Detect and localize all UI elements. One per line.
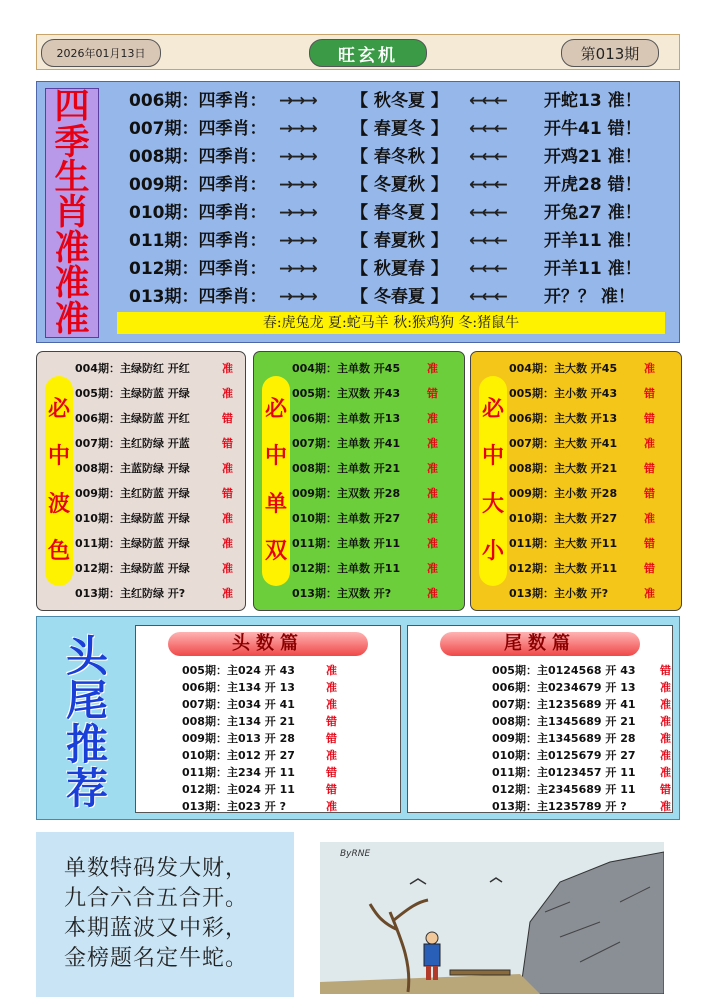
odd-label-char: 必 xyxy=(264,396,287,422)
prediction-verdict: 准 xyxy=(644,512,655,525)
prediction-text: 009期：主小数 开28 xyxy=(509,487,618,500)
prediction-text: 005期：主绿防蓝 开绿 xyxy=(75,387,190,400)
prediction-row xyxy=(75,356,233,381)
prediction-row xyxy=(292,456,438,481)
prediction-verdict: 准 xyxy=(644,587,655,600)
seasons-label-char: 生 xyxy=(54,157,90,199)
prediction-text: 008期：主单数 开21 xyxy=(292,462,401,475)
prediction-row xyxy=(75,481,233,506)
poem-box xyxy=(36,832,294,997)
prediction-text: 008期：主蓝防绿 开绿 xyxy=(75,462,190,475)
prediction-text: 009期：主红防蓝 开绿 xyxy=(75,487,190,500)
tail-text: 013期：主1235789 开 ? xyxy=(492,800,627,813)
head-verdict: 准 xyxy=(326,800,337,813)
prediction-text: 007期：主单数 开41 xyxy=(292,437,401,450)
prediction-verdict: 准 xyxy=(222,512,233,525)
season-period: 013期：四季肖： xyxy=(129,287,267,307)
tail-text: 009期：主1345689 开 28 xyxy=(492,732,636,745)
prediction-verdict: 准 xyxy=(222,462,233,475)
big-small-box xyxy=(470,351,682,611)
prediction-text: 010期：主绿防蓝 开绿 xyxy=(75,512,190,525)
prediction-text: 011期：主大数 开11 xyxy=(509,537,618,550)
prediction-text: 013期：主红防绿 开? xyxy=(75,587,186,600)
header-bar xyxy=(36,34,680,70)
prediction-text: 004期：主大数 开45 xyxy=(509,362,618,375)
tail-verdict: 准 xyxy=(660,715,671,728)
prediction-text: 005期：主小数 开43 xyxy=(509,387,618,400)
wave-label-char: 色 xyxy=(47,539,70,565)
arrow-left-icon: ←←← xyxy=(469,203,506,223)
season-period: 009期：四季肖： xyxy=(129,175,267,195)
odd-label-char: 单 xyxy=(264,491,287,517)
head-tail-label-char: 头 xyxy=(65,632,108,681)
head-row xyxy=(182,696,346,713)
cartoon-illustration xyxy=(320,842,664,994)
prediction-verdict: 错 xyxy=(222,437,233,450)
arrow-right-icon: →→→ xyxy=(279,203,316,223)
wave-label-char: 波 xyxy=(47,491,70,517)
prediction-verdict: 错 xyxy=(644,462,655,475)
head-text: 008期：主134 开 21 xyxy=(182,715,295,728)
season-period: 007期：四季肖： xyxy=(129,119,267,139)
head-verdict: 错 xyxy=(326,783,337,796)
head-text: 012期：主024 开 11 xyxy=(182,783,295,796)
prediction-row xyxy=(509,556,655,581)
season-result: 开兔27 准！ xyxy=(544,203,642,223)
prediction-row xyxy=(292,481,438,506)
prediction-row xyxy=(292,381,438,406)
tail-panel-title: 尾数篇 xyxy=(440,632,640,656)
big-label-char: 小 xyxy=(481,539,504,565)
tail-verdict: 错 xyxy=(660,783,671,796)
prediction-text: 011期：主绿防蓝 开绿 xyxy=(75,537,190,550)
prediction-verdict: 错 xyxy=(222,412,233,425)
head-tail-section xyxy=(36,616,680,820)
head-verdict: 准 xyxy=(326,749,337,762)
season-period: 006期：四季肖： xyxy=(129,91,267,111)
arrow-right-icon: →→→ xyxy=(279,119,316,139)
season-period: 012期：四季肖： xyxy=(129,259,267,279)
tail-verdict: 准 xyxy=(660,749,671,762)
prediction-text: 012期：主大数 开11 xyxy=(509,562,618,575)
prediction-text: 013期：主小数 开? xyxy=(509,587,609,600)
season-result: 开羊11 准！ xyxy=(544,231,642,251)
season-result: 开羊11 准！ xyxy=(544,259,642,279)
four-seasons-section xyxy=(36,81,680,343)
prediction-text: 006期：主绿防蓝 开红 xyxy=(75,412,190,425)
tail-row xyxy=(492,747,680,764)
prediction-row xyxy=(75,381,233,406)
wave-vertical-label xyxy=(45,376,73,586)
cartoon-signature: ByRNE xyxy=(340,849,371,859)
tail-verdict: 错 xyxy=(660,664,671,677)
prediction-row xyxy=(292,431,438,456)
head-row xyxy=(182,781,346,798)
head-row xyxy=(182,662,346,679)
big-label-char: 大 xyxy=(481,491,504,517)
prediction-row xyxy=(75,406,233,431)
prediction-row xyxy=(75,581,233,606)
tail-text: 012期：主2345689 开 11 xyxy=(492,783,636,796)
prediction-text: 010期：主大数 开27 xyxy=(509,512,618,525)
tail-verdict: 准 xyxy=(660,766,671,779)
prediction-row xyxy=(75,431,233,456)
prediction-verdict: 错 xyxy=(427,387,438,400)
prediction-text: 006期：主单数 开13 xyxy=(292,412,401,425)
prediction-row xyxy=(75,506,233,531)
prediction-row xyxy=(509,531,655,556)
tail-row xyxy=(492,696,680,713)
head-row xyxy=(182,713,346,730)
prediction-text: 010期：主单数 开27 xyxy=(292,512,401,525)
arrow-left-icon: ←←← xyxy=(469,147,506,167)
prediction-text: 007期：主大数 开41 xyxy=(509,437,618,450)
season-answer: 【 冬春夏 】 xyxy=(351,287,448,307)
tail-verdict: 准 xyxy=(660,800,671,813)
tail-text: 006期：主0234679 开 13 xyxy=(492,681,636,694)
prediction-row xyxy=(292,556,438,581)
tail-row xyxy=(492,781,680,798)
date-badge: 2026年01月13日 xyxy=(41,39,161,67)
odd-label-char: 中 xyxy=(264,444,287,470)
head-tail-label-char: 荐 xyxy=(65,764,108,813)
prediction-text: 007期：主红防绿 开蓝 xyxy=(75,437,190,450)
head-text: 009期：主013 开 28 xyxy=(182,732,295,745)
prediction-text: 012期：主绿防蓝 开绿 xyxy=(75,562,190,575)
tail-text: 007期：主1235689 开 41 xyxy=(492,698,636,711)
arrow-left-icon: ←←← xyxy=(469,231,506,251)
arrow-left-icon: ←←← xyxy=(469,287,506,307)
arrow-right-icon: →→→ xyxy=(279,259,316,279)
prediction-row xyxy=(75,556,233,581)
prediction-verdict: 错 xyxy=(644,562,655,575)
tail-number-panel xyxy=(407,625,673,813)
prediction-verdict: 准 xyxy=(427,562,438,575)
head-text: 013期：主023 开 ? xyxy=(182,800,286,813)
prediction-row xyxy=(292,581,438,606)
head-row xyxy=(182,679,346,696)
prediction-text: 011期：主单数 开11 xyxy=(292,537,401,550)
wave-color-box xyxy=(36,351,246,611)
poem-line: 金榜题名定牛蛇。 xyxy=(64,946,249,971)
season-result: 开蛇13 准！ xyxy=(544,91,642,111)
tail-row xyxy=(492,798,680,815)
season-result: 开鸡21 准！ xyxy=(544,147,642,167)
prediction-verdict: 准 xyxy=(427,462,438,475)
prediction-verdict: 错 xyxy=(644,387,655,400)
head-row xyxy=(182,747,346,764)
prediction-text: 009期：主双数 开28 xyxy=(292,487,401,500)
season-period: 010期：四季肖： xyxy=(129,203,267,223)
poem-line: 九合六合五合开。 xyxy=(64,886,249,911)
poem-line: 单数特码发大财， xyxy=(64,856,249,881)
head-verdict: 错 xyxy=(326,766,337,779)
prediction-verdict: 错 xyxy=(644,537,655,550)
big-label-char: 必 xyxy=(481,396,504,422)
head-panel-title: 头数篇 xyxy=(168,632,368,656)
season-result: 开牛41 错！ xyxy=(544,119,642,139)
arrow-left-icon: ←←← xyxy=(469,175,506,195)
arrow-left-icon: ←←← xyxy=(469,119,506,139)
prediction-text: 006期：主大数 开13 xyxy=(509,412,618,425)
head-text: 006期：主134 开 13 xyxy=(182,681,295,694)
prediction-verdict: 准 xyxy=(427,537,438,550)
tail-verdict: 准 xyxy=(660,698,671,711)
head-number-panel xyxy=(135,625,401,813)
seasons-legend: 春:虎兔龙 夏:蛇马羊 秋:猴鸡狗 冬:猪鼠牛 xyxy=(117,312,665,334)
prediction-text: 008期：主大数 开21 xyxy=(509,462,618,475)
head-text: 007期：主034 开 41 xyxy=(182,698,295,711)
prediction-verdict: 准 xyxy=(427,437,438,450)
prediction-verdict: 准 xyxy=(222,387,233,400)
wave-label-char: 必 xyxy=(47,396,70,422)
odd-label-char: 双 xyxy=(264,539,287,565)
prediction-text: 005期：主双数 开43 xyxy=(292,387,401,400)
seasons-vertical-label xyxy=(45,88,99,338)
prediction-text: 012期：主单数 开11 xyxy=(292,562,401,575)
prediction-row xyxy=(292,531,438,556)
head-verdict: 错 xyxy=(326,715,337,728)
head-verdict: 准 xyxy=(326,681,337,694)
season-answer: 【 春冬秋 】 xyxy=(351,147,448,167)
seasons-label-char: 季 xyxy=(54,121,90,163)
seasons-label-char: 准 xyxy=(54,227,90,269)
prediction-verdict: 准 xyxy=(222,362,233,375)
head-tail-label-char: 尾 xyxy=(65,676,108,725)
head-row xyxy=(182,798,346,815)
prediction-row xyxy=(75,456,233,481)
prediction-row xyxy=(509,431,655,456)
seasons-label-char: 准 xyxy=(54,298,90,340)
arrow-right-icon: →→→ xyxy=(279,231,316,251)
tail-verdict: 准 xyxy=(660,732,671,745)
prediction-verdict: 准 xyxy=(427,362,438,375)
season-answer: 【 冬夏秋 】 xyxy=(351,175,448,195)
prediction-verdict: 错 xyxy=(222,487,233,500)
tail-row xyxy=(492,764,680,781)
season-result: 开？？ 准！ xyxy=(544,287,635,307)
head-text: 005期：主024 开 43 xyxy=(182,664,295,677)
seasons-label-char: 肖 xyxy=(54,192,90,234)
prediction-text: 013期：主双数 开? xyxy=(292,587,392,600)
prediction-row xyxy=(292,356,438,381)
prediction-verdict: 错 xyxy=(644,412,655,425)
arrow-left-icon: ←←← xyxy=(469,259,506,279)
prediction-row xyxy=(509,506,655,531)
wave-label-char: 中 xyxy=(47,444,70,470)
tail-text: 005期：主0124568 开 43 xyxy=(492,664,636,677)
arrow-right-icon: →→→ xyxy=(279,287,316,307)
odd-even-vertical-label xyxy=(262,376,290,586)
tail-text: 010期：主0125679 开 27 xyxy=(492,749,636,762)
poem-line: 本期蓝波又中彩， xyxy=(64,916,249,941)
tail-text: 011期：主0123457 开 11 xyxy=(492,766,636,779)
page-title: 旺玄机 xyxy=(309,39,427,67)
arrow-right-icon: →→→ xyxy=(279,147,316,167)
season-answer: 【 秋冬夏 】 xyxy=(351,91,448,111)
tail-row xyxy=(492,713,680,730)
big-small-vertical-label xyxy=(479,376,507,586)
tail-row xyxy=(492,730,680,747)
head-verdict: 准 xyxy=(326,698,337,711)
tail-text: 008期：主1345689 开 21 xyxy=(492,715,636,728)
prediction-row xyxy=(509,581,655,606)
prediction-verdict: 准 xyxy=(644,437,655,450)
season-answer: 【 春夏秋 】 xyxy=(351,231,448,251)
head-text: 011期：主234 开 11 xyxy=(182,766,295,779)
arrow-right-icon: →→→ xyxy=(279,175,316,195)
prediction-row xyxy=(292,506,438,531)
seasons-label-char: 准 xyxy=(54,263,90,305)
head-tail-vertical-label xyxy=(49,632,125,813)
prediction-verdict: 准 xyxy=(222,562,233,575)
prediction-verdict: 错 xyxy=(644,487,655,500)
prediction-text: 004期：主绿防红 开红 xyxy=(75,362,190,375)
prediction-row xyxy=(75,531,233,556)
head-row xyxy=(182,764,346,781)
tail-verdict: 准 xyxy=(660,681,671,694)
tail-row xyxy=(492,679,680,696)
head-text: 010期：主012 开 27 xyxy=(182,749,295,762)
head-verdict: 准 xyxy=(326,664,337,677)
seasons-label-char: 四 xyxy=(54,86,90,128)
prediction-row xyxy=(509,381,655,406)
season-result: 开虎28 错！ xyxy=(544,175,642,195)
prediction-text: 004期：主单数 开45 xyxy=(292,362,401,375)
head-row xyxy=(182,730,346,747)
season-period: 008期：四季肖： xyxy=(129,147,267,167)
prediction-verdict: 准 xyxy=(644,362,655,375)
prediction-verdict: 准 xyxy=(427,412,438,425)
prediction-row xyxy=(509,356,655,381)
season-answer: 【 春夏冬 】 xyxy=(351,119,448,139)
prediction-row xyxy=(509,481,655,506)
prediction-row xyxy=(292,406,438,431)
season-answer: 【 秋夏春 】 xyxy=(351,259,448,279)
prediction-verdict: 准 xyxy=(427,587,438,600)
tail-row xyxy=(492,662,680,679)
arrow-right-icon: →→→ xyxy=(279,91,316,111)
prediction-verdict: 准 xyxy=(222,587,233,600)
prediction-verdict: 准 xyxy=(222,537,233,550)
big-label-char: 中 xyxy=(481,444,504,470)
issue-badge: 第013期 xyxy=(561,39,659,67)
prediction-row xyxy=(509,456,655,481)
prediction-verdict: 准 xyxy=(427,487,438,500)
arrow-left-icon: ←←← xyxy=(469,91,506,111)
head-tail-label-char: 推 xyxy=(65,720,108,769)
season-answer: 【 春冬夏 】 xyxy=(351,203,448,223)
head-verdict: 错 xyxy=(326,732,337,745)
season-period: 011期：四季肖： xyxy=(129,231,267,251)
cartoon-image xyxy=(320,842,664,994)
prediction-verdict: 准 xyxy=(427,512,438,525)
prediction-row xyxy=(509,406,655,431)
odd-even-box xyxy=(253,351,465,611)
